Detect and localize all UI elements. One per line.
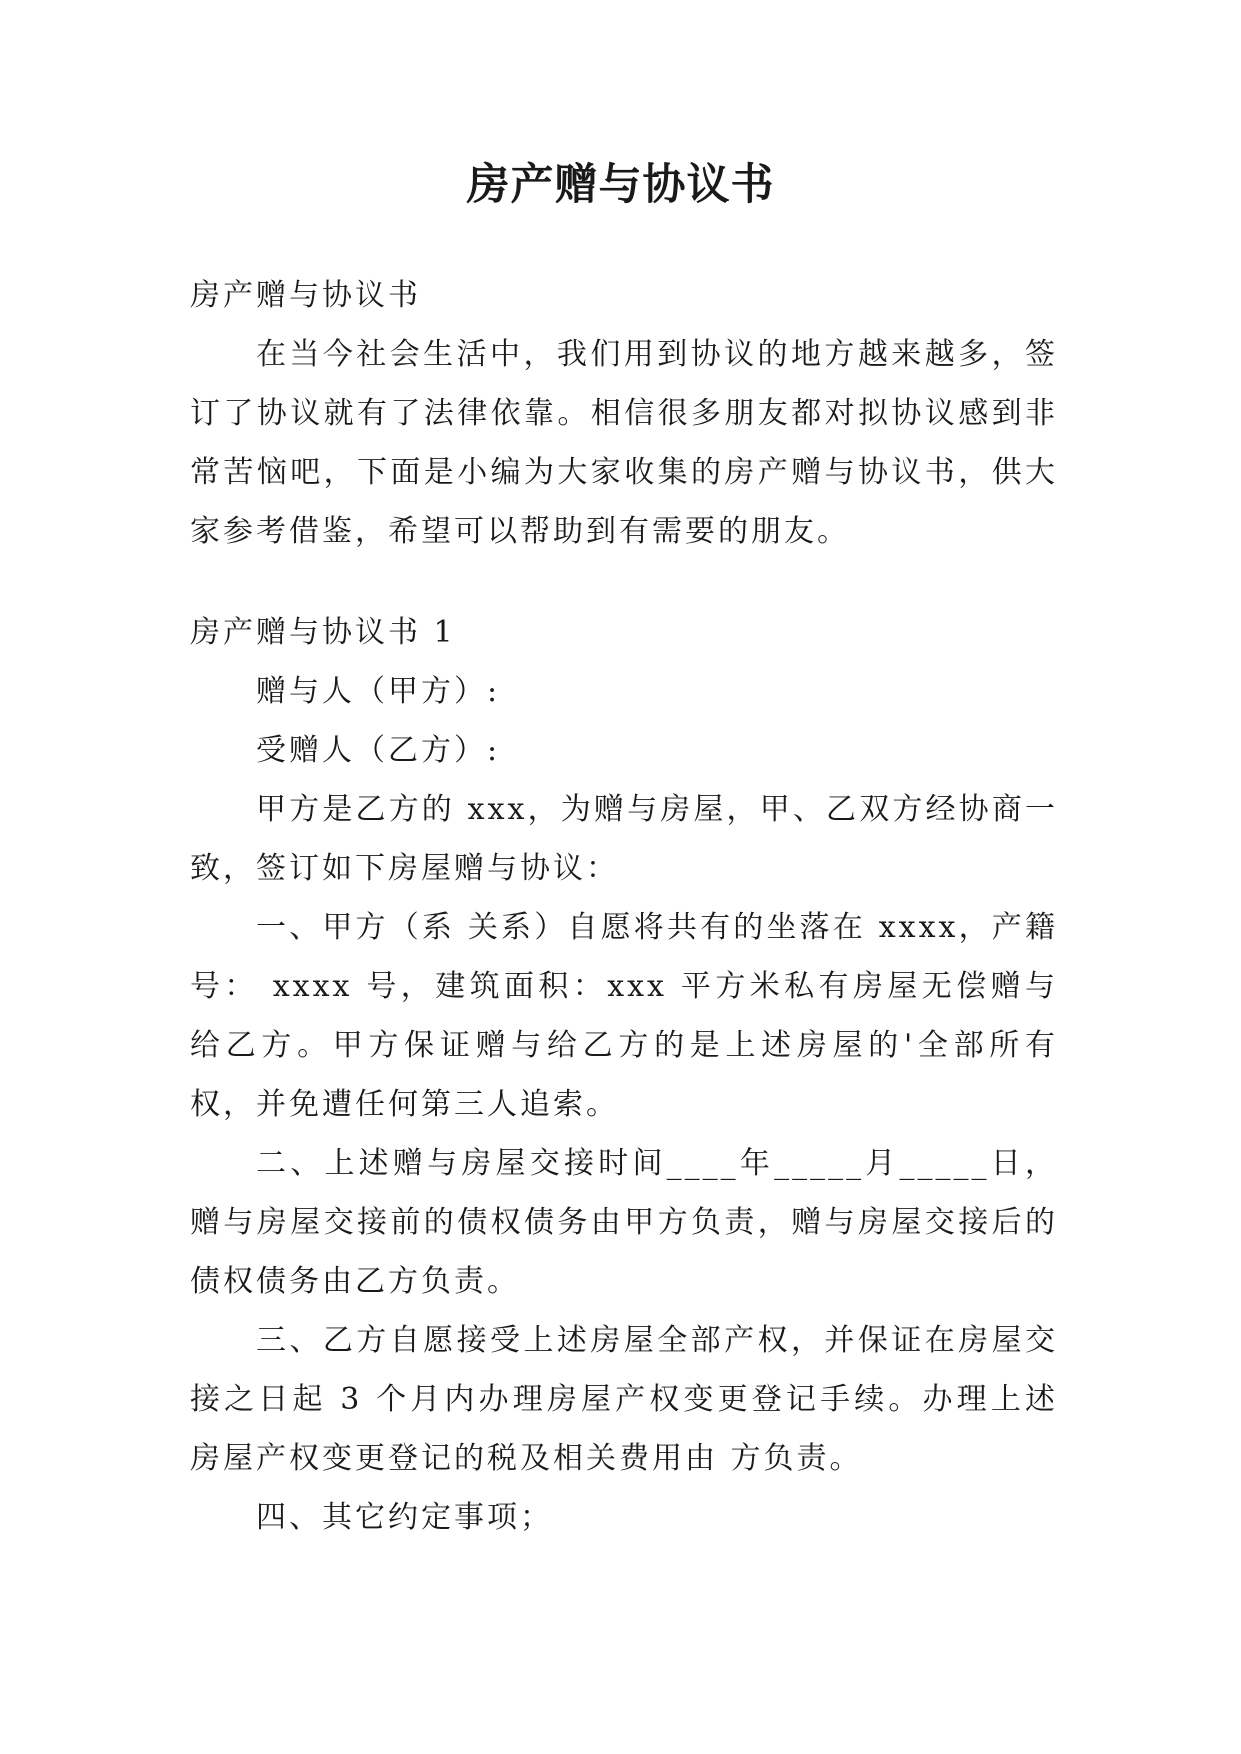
document-title: 房产赠与协议书 [466, 160, 775, 210]
clause-1: 一、甲方（系 关系）自愿将共有的坐落在 xxxx，产籍号： xxxx 号，建筑面积：xxx 平方米私有房屋无偿赠与给乙方。甲方保证赠与给乙方的是上述房屋的'全部所有权，并免遭任何第三人追索。 [190, 910, 1058, 1122]
intro-paragraph: 在当今社会生活中，我们用到协议的地方越来越多，签订了协议就有了法律依靠。相信很多朋友都对拟协议感到非常苦恼吧，下面是小编为大家收集的房产赠与协议书，供大家参考借鉴，希望可以帮助到有需要的朋友。 [190, 337, 1058, 549]
document-body [190, 266, 1058, 1547]
relation-paragraph: 甲方是乙方的 xxx，为赠与房屋，甲、乙双方经协商一致，签订如下房屋赠与协议： [190, 792, 1058, 886]
section-heading: 房产赠与协议书 [190, 278, 421, 313]
donor-line: 赠与人（甲方）: [256, 674, 501, 709]
clause-3: 三、乙方自愿接受上述房屋全部产权，并保证在房屋交接之日起 3 个月内办理房屋产权变更登记手续。办理上述房屋产权变更登记的税及相关费用由 方负责。 [190, 1323, 1058, 1476]
paragraph-gap [190, 561, 1058, 603]
clause-4: 四、其它约定事项； [256, 1500, 553, 1535]
donee-line: 受赠人（乙方）: [256, 733, 501, 768]
agreement-heading: 房产赠与协议书 1 [190, 615, 456, 650]
clause-2: 二、上述赠与房屋交接时间____年_____月_____日，赠与房屋交接前的债权债务由甲方负责，赠与房屋交接后的债权债务由乙方负责。 [190, 1146, 1058, 1299]
